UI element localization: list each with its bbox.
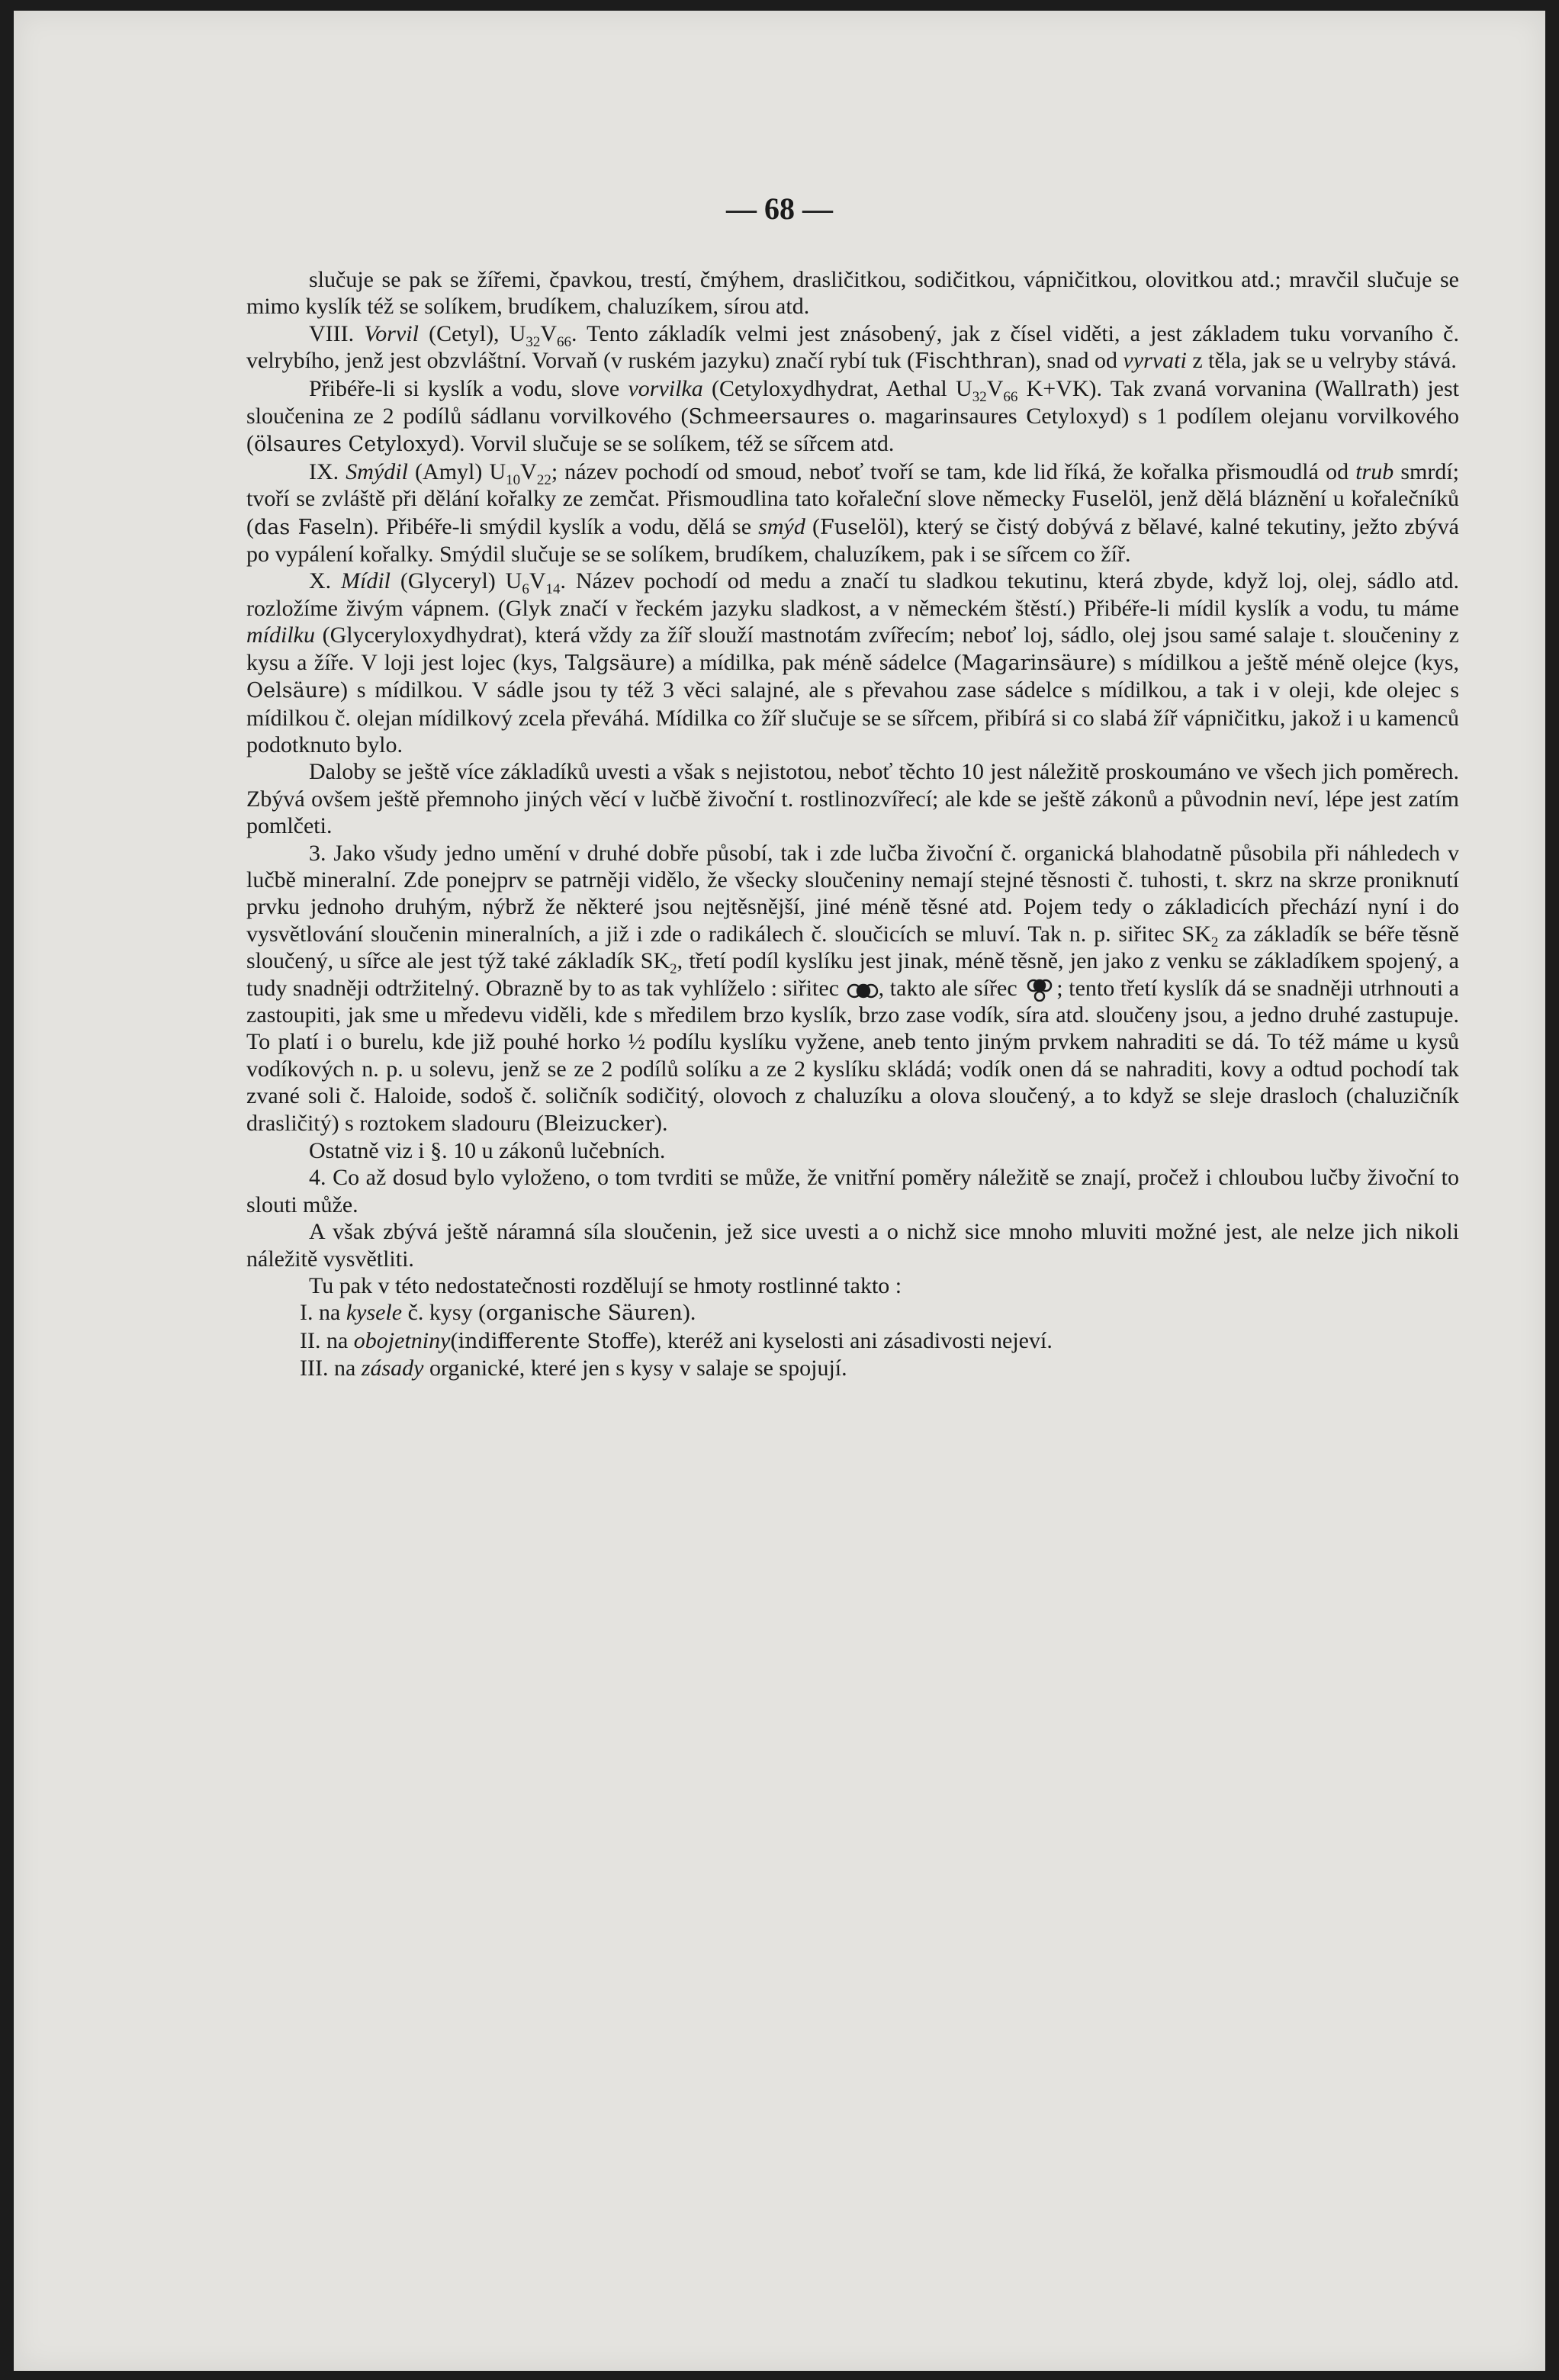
italic-term: trub — [1355, 458, 1394, 484]
book-page — [14, 11, 1545, 2371]
text-run: organické, které jen s kysy v salaje se spojují. — [423, 1356, 847, 1381]
text-run: V — [540, 320, 558, 346]
text-run: ). Vorvil slučuje se se solíkem, též se sířcem atd. — [451, 431, 895, 457]
text-run: (Cetyl), U — [418, 320, 526, 346]
german-term: organische Säuren — [486, 1301, 683, 1326]
german-term: Fuselöl — [819, 515, 896, 539]
text-run: , takto ale sířec — [878, 975, 1024, 1001]
paragraph — [246, 1137, 1459, 1164]
text-run: za základík se béře těsně sloučený, u sířce ale jest týž také základík SK — [246, 921, 1460, 974]
paragraph — [246, 568, 1459, 758]
text-run: V — [529, 568, 546, 594]
text-run: K+VK). Tak zvaná vorvanina ( — [1017, 375, 1323, 401]
german-term: indifferente Stoffe — [458, 1329, 648, 1353]
subscript: 66 — [1003, 388, 1018, 405]
italic-term: Vorvil — [364, 320, 419, 346]
german-term: Talgsäure — [564, 651, 667, 675]
subscript: 6 — [522, 581, 529, 598]
text-run: IX. — [309, 458, 346, 484]
text-run: V — [986, 375, 1004, 401]
italic-term: kysele — [346, 1300, 403, 1326]
text-run: ) s mídilkou. V sádle jsou ty též 3 věci salajné, ale s převahou zase sádelce s mídilkou, a tak i v oleji, kde olejec s mídilkou č. olejan mídilkový zcela převáhá. Mídilka co žíř slučuje se se sířcem, přibírá si co slabá žíř vápničitku, jakož i u kamenců podotknuto bylo. — [246, 677, 1459, 757]
subscript: 2 — [1210, 934, 1219, 950]
paragraph — [246, 458, 1459, 568]
subscript: 2 — [670, 961, 677, 978]
italic-term: zásady — [361, 1356, 424, 1381]
text-run: 3. Jako všudy jedno umění v druhé dobře působí, tak i zde lučba živoční č. organická blahodatně působila při náhledech v lučbě mineralní. Zde ponejprv se patrněji vidělo, že všecky sloučeniny nemají stejné těsnosti č. tuhosti, t. skrz na skrze proniknutí prvku jednoho druhým, nýbrž že některé jsou nejtěsnější, jiné méně těsné atd. Pojem tedy o základicích přechází nyní i do vysvětlování sloučenin mineralních, a již i zde o radikálech č. sloučicích se mluví. Tak n. p. siřitec SK — [246, 840, 1459, 947]
text-run: V — [520, 458, 537, 484]
german-term: Fischthran — [915, 349, 1028, 374]
text-run: . Tento základík velmi jest znásobený, jak z čísel viděti, a jest základem tuku vorvaního č. velrybího, jenž jest obzvláštní. Vorvaň (v ruském jazyku) značí rybí tuk ( — [246, 320, 1460, 374]
german-term: ölsaures Cetyloxyd — [254, 433, 452, 457]
text-run: slučuje se pak se žířemi, čpavkou, trestí, čmýhem, drasličitkou, sodičitkou, vápničitkou, olovitkou atd.; mravčil slučuje se mimo kyslík též se solíkem, brudíkem, chaluzíkem, sírou atd. — [246, 267, 1459, 320]
paragraph — [246, 758, 1459, 839]
paragraph — [246, 266, 1459, 320]
subscript: 14 — [545, 581, 561, 598]
german-term: Bleizucker — [543, 1111, 654, 1136]
text-run: X. — [309, 568, 342, 594]
text-run: ) s mídilkou a ještě méně olejce (kys, — [1107, 649, 1459, 675]
text-run: z těla, jak se u velryby stává. — [1186, 348, 1457, 374]
sulfate-symbol-icon — [1023, 979, 1056, 1002]
text-run: ( — [450, 1327, 458, 1353]
text-run: II. na — [300, 1327, 354, 1353]
body-text — [246, 266, 1459, 1382]
text-run: ), snad od — [1027, 348, 1123, 374]
text-run: Ostatně viz i §. 10 u zákonů lučebních. — [309, 1138, 666, 1163]
text-run: ). — [654, 1110, 668, 1136]
paragraph — [246, 375, 1459, 458]
text-run: ) jest sloučenina ze 2 podílů sádlanu vorvilkového ( — [246, 375, 1459, 429]
text-run: VIII. — [309, 320, 365, 346]
german-term: Fuselöl — [1071, 487, 1148, 512]
text-run: (Glyceryl) U — [391, 568, 522, 594]
italic-term: Mídil — [341, 568, 391, 594]
paragraph — [246, 1327, 1459, 1355]
italic-term: mídilku — [246, 622, 315, 648]
text-run: č. kysy ( — [402, 1300, 487, 1326]
text-run: (Cetyloxydhydrat, Aethal U — [702, 375, 972, 401]
text-run: ), kteréž ani kyselosti ani zásadivosti nejeví. — [648, 1327, 1053, 1353]
text-run: ) a mídilka, pak méně sádelce ( — [667, 649, 962, 675]
text-run: , jenž dělá bláznění u kořalečníků ( — [246, 486, 1459, 539]
paragraph — [246, 1218, 1459, 1272]
italic-term: vyrvati — [1123, 348, 1187, 374]
german-term: Oelsäure — [246, 679, 340, 703]
text-run: A však zbývá ještě náramná síla sloučenin, jež sice uvesti a o nichž sice mnoho mluviti možné jest, ale nelze jich nikoli náležitě vysvětliti. — [246, 1219, 1459, 1272]
text-run: smrdí; tvoří se zvláště při dělání kořalky ze zemčat. Přismoudlina tato kořaleční slove německy — [246, 458, 1460, 512]
text-run: Daloby se ještě více základíků uvesti a však s nejistotou, neboť těchto 10 jest náležitě proskoumáno ve všech jich poměrech. Zbývá ovšem ještě přemnoho jiných věcí v lučbě živoční t. rostlinozvířecí; ale kde se ještě zákonů a původnin neví, lépe jest zatím pomlčeti. — [246, 759, 1459, 839]
german-term: das Faseln — [254, 515, 366, 539]
german-term: Schmeersaures — [688, 405, 850, 429]
text-run: ; název pochodí od smoud, neboť tvoří se tam, kde lid říká, že kořalka přismoudlá od — [551, 458, 1356, 484]
italic-term: smýd — [758, 513, 805, 539]
text-run: (Glyceryloxydhydrat), která vždy za žíř slouží mastnotám zvířecím; neboť loj, sádlo, olej jsou samé salaje t. sloučeniny z kysu a žíře. V loji jest lojec (kys, — [246, 622, 1459, 675]
sulfite-symbol-icon — [845, 979, 879, 1002]
text-run: ), který se čistý dobývá z bělavé, kalné tekutiny, ježto zbývá po vypálení kořalky. Smýdil slučuje se se solíkem, brudíkem, chaluzíkem, pak i se sířcem co žíř. — [246, 513, 1459, 568]
text-run: I. na — [300, 1300, 346, 1326]
subscript: 32 — [526, 333, 541, 350]
subscript: 10 — [506, 471, 521, 488]
paragraph — [246, 1355, 1459, 1381]
text-run: ). — [682, 1300, 696, 1326]
text-run: ( — [805, 513, 820, 539]
text-run: , třetí podíl kyslíku jest jinak, méně těsně, jen jako z venku se základíkem spojený, a tudy snadněji odtržitelný. Obrazně by to as tak vyhlíželo : siřitec — [246, 948, 1459, 1001]
text-run: o. magarinsaures Cetyloxyd) s 1 podílem olejanu vorvilkového ( — [246, 404, 1459, 457]
paragraph — [246, 1164, 1459, 1218]
subscript: 32 — [972, 388, 987, 405]
text-run: Tu pak v této nedostatečnosti rozdělují se hmoty rostlinné takto : — [309, 1273, 902, 1299]
paragraph — [246, 840, 1459, 1137]
text-run: ). Přibéře-li smýdil kyslík a vodu, dělá se — [365, 513, 759, 539]
subscript: 66 — [557, 333, 572, 350]
text-run: 4. Co až dosud bylo vyloženo, o tom tvrditi se může, že vnitřní poměry náležitě se znají, pročež i chloubou lučby živoční to slouti může. — [246, 1165, 1459, 1217]
page-number: — 68 — — [726, 191, 833, 226]
text-run: III. na — [300, 1356, 362, 1381]
paragraph — [246, 1299, 1459, 1327]
subscript: 22 — [536, 471, 551, 488]
text-run: ; tento třetí kyslík dá se snadněji utrhnouti a zastoupiti, jak sme u mředevu viděli, kde s mředilem brzo kyslík, brzo zase vodík, síra atd. sloučeny jsou, a jedno druhé zastupuje. To platí i o burelu, kde již pouhé horko ½ podílu kyslíku vyžene, aneb tento jiným prvkem nahraditi se dá. To též máme u kysů vodíkových n. p. u solevu, jenž se ze 2 podílů solíku a ze 2 kyslíku skládá; vodík onen dá se nahraditi, kovy a odtud pochodí tak zvané soli č. Haloide, sodoš č. soličník sodičitý, olovoch z chaluzíku a olova sloučený, a to když se sleje drasloch (chaluzičník drasličitý) s roztokem sladouru ( — [246, 975, 1459, 1136]
text-run: Přibéře-li si kyslík a vodu, slove — [309, 375, 628, 401]
text-run: . Název pochodí od medu a značí tu sladkou tekutinu, která zbyde, když loj, olej, sádlo atd. rozložíme živým vápnem. (Glyk značí v řeckém jazyku sladkost, a v německém štěstí.) Přibéře-li mídil kyslík a vodu, tu máme — [246, 568, 1459, 621]
italic-term: obojetniny — [353, 1327, 451, 1353]
text-run: (Amyl) U — [407, 458, 506, 484]
german-term: Magarinsäure — [961, 651, 1108, 675]
italic-term: vorvilka — [628, 375, 703, 401]
italic-term: Smýdil — [346, 458, 408, 484]
paragraph — [246, 320, 1459, 375]
paragraph — [246, 1272, 1459, 1299]
german-term: Wallrath — [1323, 377, 1412, 401]
